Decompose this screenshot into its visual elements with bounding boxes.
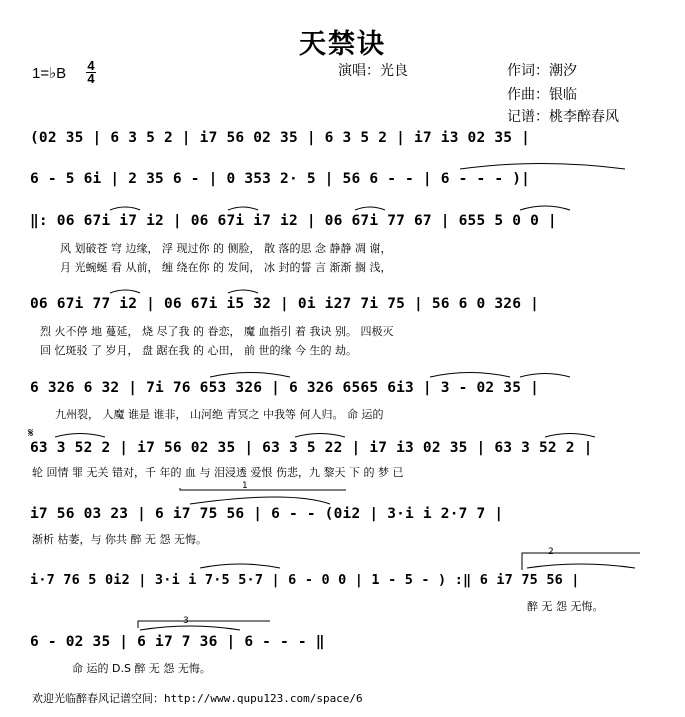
lyric-line-9: 命 运的 D.S 醉 无 怨 无悔。 (72, 662, 211, 675)
song-title: 天禁诀 (299, 29, 386, 60)
slur-arc (200, 564, 280, 568)
volta-1-label: 1 (242, 481, 248, 491)
slur-arc (527, 564, 635, 568)
volta-3-bracket (138, 621, 270, 628)
key-signature: 1=♭B (32, 65, 67, 82)
tie-arc (460, 164, 625, 170)
lyricist-credit: 作词：潮汐 (507, 63, 577, 79)
volta-1-bracket (180, 488, 346, 490)
time-signature-bottom: 4 (87, 71, 95, 86)
score-line-5: 6 326 6 32 | 7i 76 653 326 | 6 326 6565 6i3 | 3 - 02 35 | (30, 380, 539, 396)
slur-arc (520, 374, 570, 378)
slur-arc (430, 373, 510, 378)
slur-arc (295, 434, 345, 438)
slur-arc (545, 434, 595, 438)
score-line-1: (02 35 | 6 3 5 2 | i7 56 02 35 | 6 3 5 2 | i7 i3 02 35 | (30, 130, 531, 146)
segno-sign: 𝄋 (28, 426, 34, 441)
slur-arc (140, 626, 240, 630)
slur-arc (228, 207, 258, 210)
lyric-line-6: 轮 回情 罪 无关 错对，千 年的 血 与 泪浸透 爱恨 伤悲，九 黎天 下 的 梦 已 (32, 466, 404, 479)
slur-arc (520, 206, 570, 210)
score-line-2: 6 - 5 6i | 2 35 6 - | 0 353 2· 5 | 56 6 - - | 6 - - - )| (30, 171, 531, 187)
score-line-4: 06 67i 77 i2 | 06 67i i5 32 | 0i i27 7i 75 | 56 6 0 326 | (30, 296, 539, 312)
lyric-line-4a: 烈 火不停 地 蔓延， 烧 尽了我 的 眷恋， 魔 血指引 着 我诀 别。 四极灭 (40, 325, 394, 338)
score-line-3: ‖: 06 67i i7 i2 | 06 67i i7 i2 | 06 67i 77 67 | 655 5 0 0 | (30, 213, 557, 229)
time-signature-top: 4 (87, 58, 95, 73)
score-line-9: 6 - 02 35 | 6 i7 7 36 | 6 - - - ‖ (30, 634, 325, 650)
score-line-6: 63 3 52 2 | i7 56 02 35 | 63 3 5 22 | i7 i3 02 35 | 63 3 52 2 | (30, 440, 593, 456)
lyric-line-3a: 风 划破苍 穹 边缘， 浮 现过你 的 侧脸， 散 落的思 念 静静 凋 谢， (60, 242, 392, 255)
lyric-line-5: 九州裂， 人魔 谁是 谁非， 山河绝 青冥之 中我等 何人归。 命 运的 (55, 408, 384, 421)
slur-arc (190, 497, 330, 504)
lyric-line-3b: 月 光蜿蜒 看 从前， 缠 绕在你 的 发间， 冰 封的誓 言 渐渐 搁 浅， (60, 261, 392, 274)
volta-3-label: 3 (183, 616, 189, 626)
lyric-line-4b: 回 忆斑驳 了 岁月， 盘 踞在我 的 心田， 前 世的缘 今 生的 劫。 (40, 344, 357, 357)
transcriber-credit: 记谱：桃李醉春风 (507, 109, 619, 125)
slur-arc (110, 207, 140, 210)
slur-arc (210, 373, 290, 378)
footer-url-text: 欢迎光临醉春风记谱空间：http://www.qupu123.com/space/6 (32, 692, 363, 705)
lyric-line-8: 醉 无 怨 无悔。 (527, 600, 604, 613)
slur-arc (355, 207, 385, 210)
score-line-7: i7 56 03 23 | 6 i7 75 56 | 6 - - (0i2 | 3·i i 2·7 7 | (30, 506, 504, 522)
lyric-line-7: 渐析 枯萎，与 你共 醉 无 怨 无悔。 (32, 533, 207, 546)
score-line-8: i·7 76 5 0i2 | 3·i i 7·5 5·7 | 6 - 0 0 | 1 - 5 - ) :‖ 6 i7 75 56 | (30, 572, 580, 588)
slur-arc (228, 290, 258, 293)
singer-credit: 演唱：光良 (338, 63, 408, 79)
composer-credit: 作曲：银临 (507, 87, 577, 103)
slur-arc (55, 434, 105, 438)
volta-2-bracket (522, 553, 640, 570)
slur-arc (110, 290, 140, 293)
volta-2-label: 2 (548, 547, 554, 557)
